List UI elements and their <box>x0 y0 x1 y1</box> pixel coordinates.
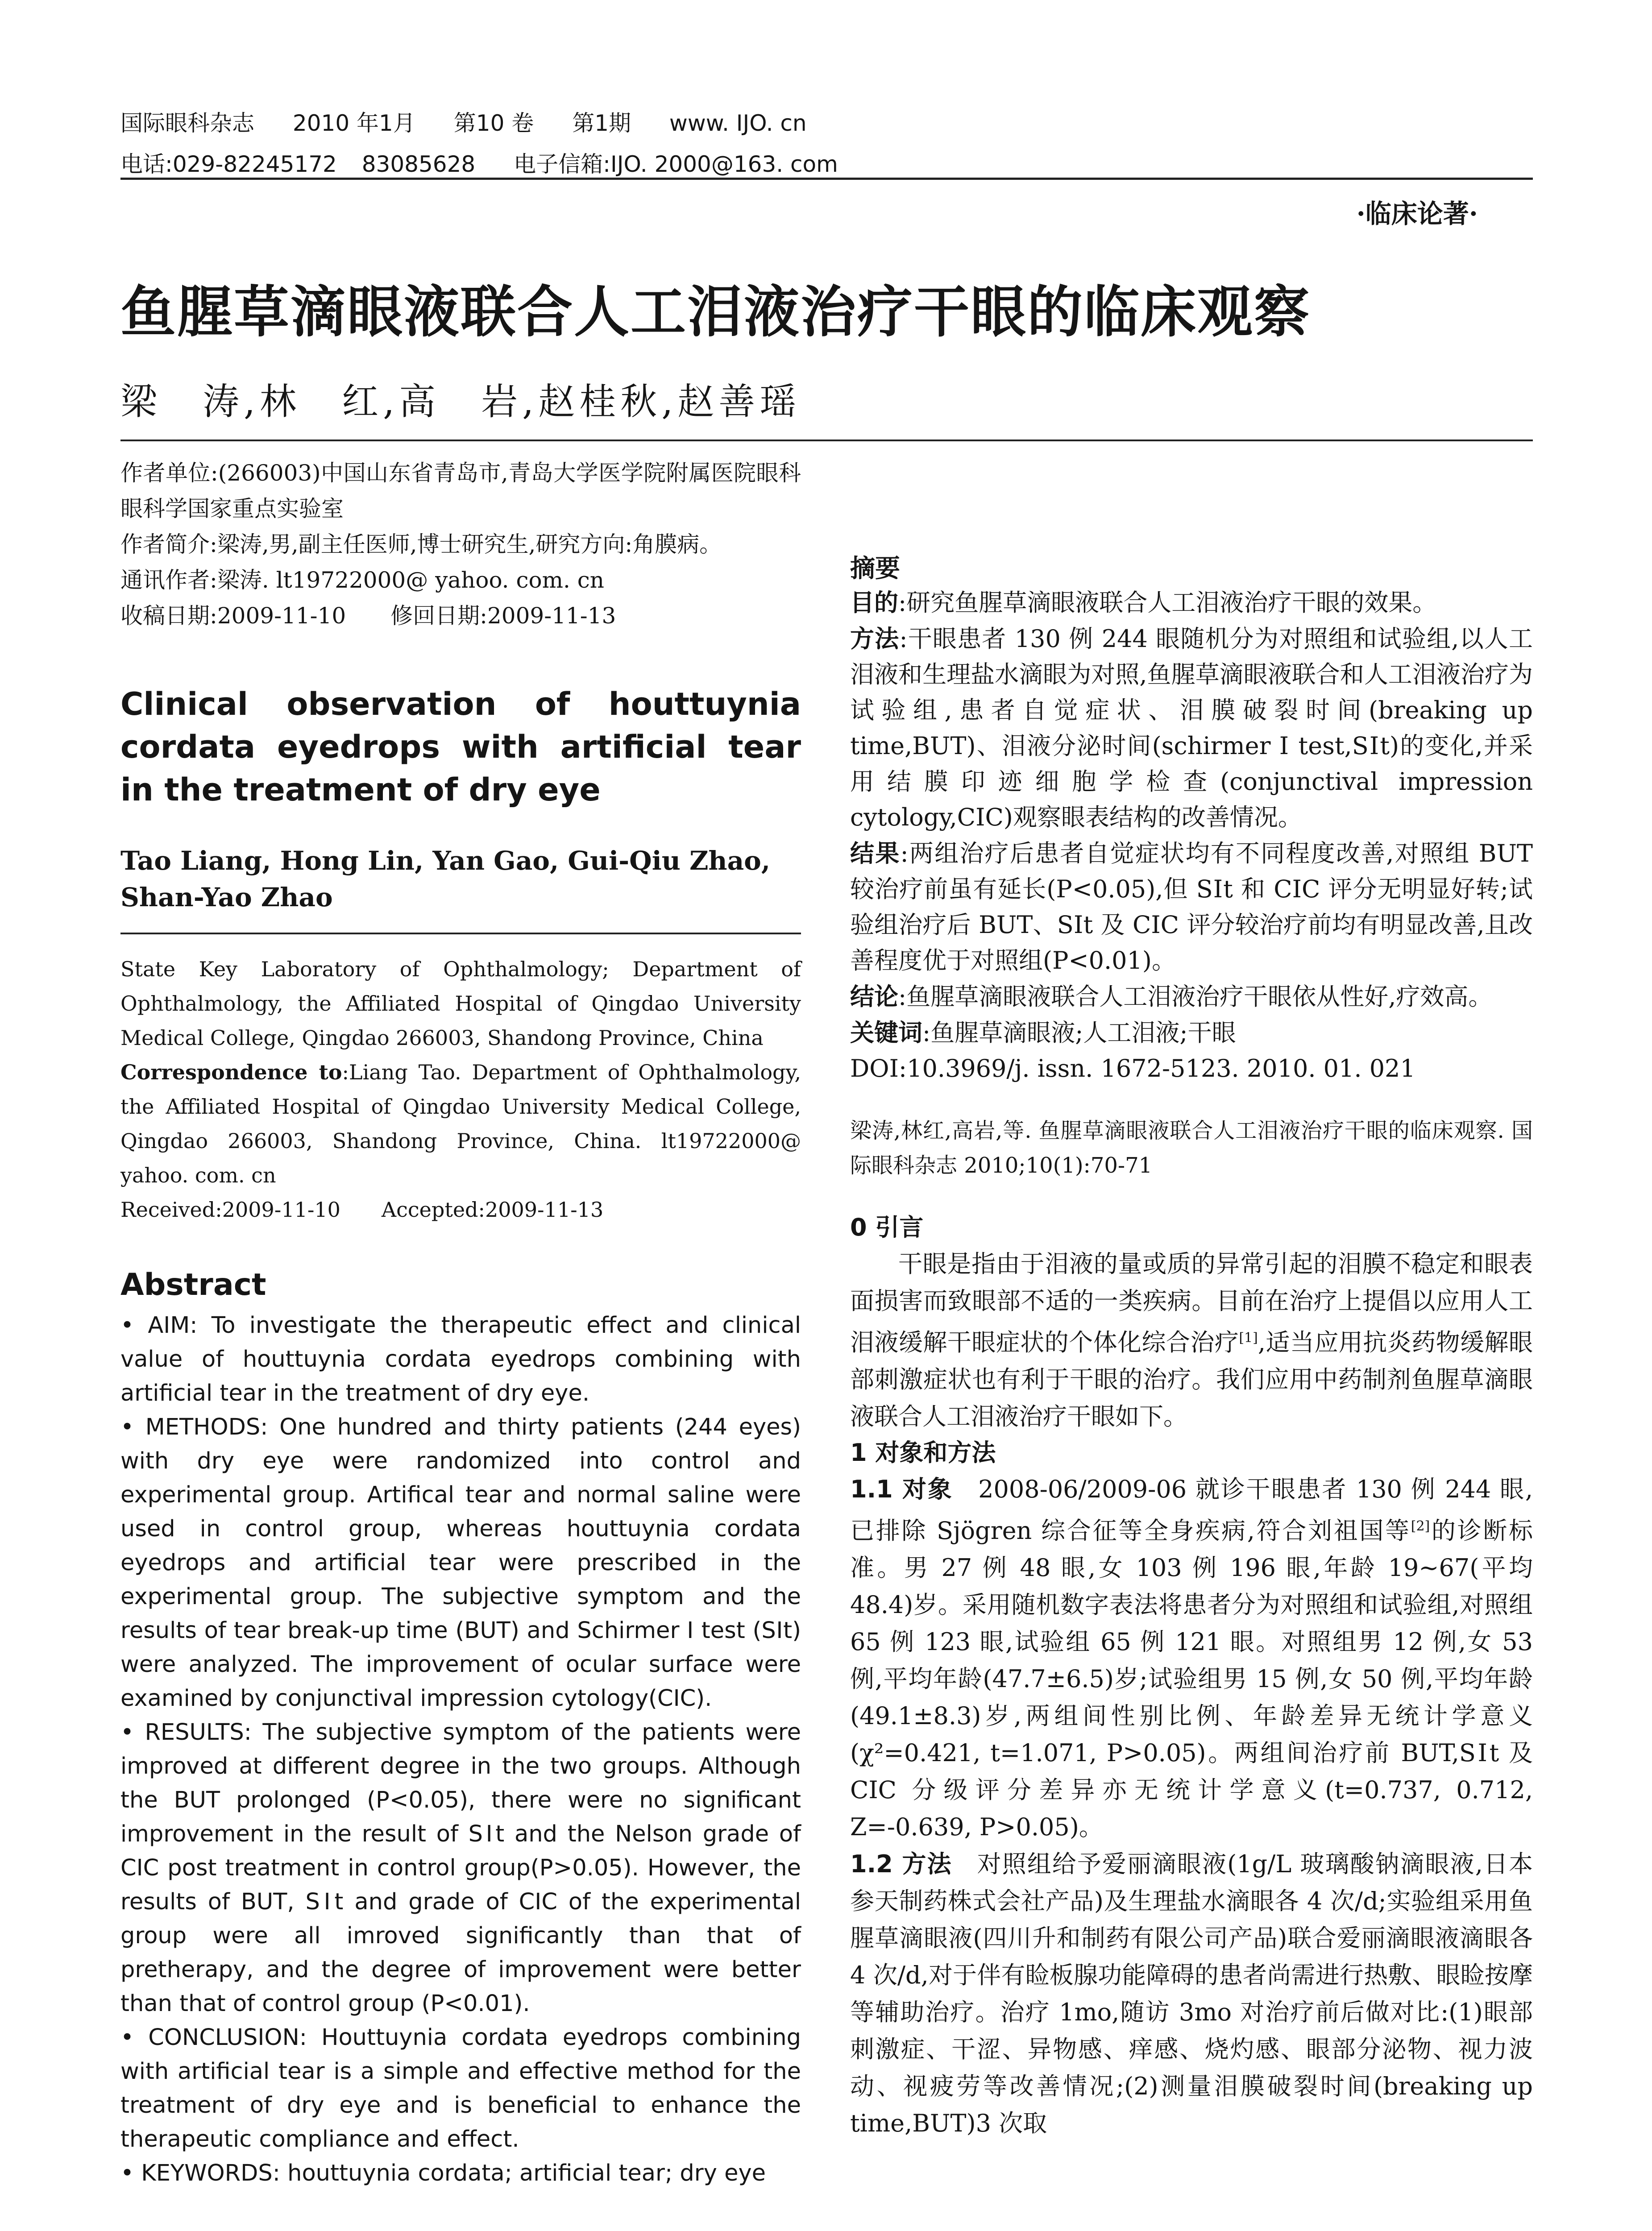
correspondence-cn: 通讯作者:梁涛. lt19722000@ yahoo. com. cn <box>120 567 604 593</box>
keywords-label-cn: 关键词 <box>850 1018 922 1047</box>
conclusion-text-cn: :鱼腥草滴眼液联合人工泪液治疗干眼依从性好,疗效高。 <box>898 983 1493 1011</box>
methods-subjects <box>850 1471 1533 1845</box>
subjects-label: 1.1 对象 <box>850 1475 953 1503</box>
received-dates-en: Received:2009-11-10 Accepted:2009-11-13 <box>120 1198 604 1222</box>
journal-name: 国际眼科杂志 <box>120 110 254 136</box>
journal-website[interactable]: www. IJO. cn <box>669 110 807 136</box>
results-text-cn: :两组治疗后患者自觉症状均有不同程度改善,对照组 BUT 较治疗前虽有延长(P<0.05),但 SⅠt 和 CIC 评分无明显好转;试验组治疗后 BUT、SⅠt 及 CIC 评分较治疗前均有明显改善,且改善程度优于对照组(P<0.01)。 <box>850 839 1533 975</box>
methods-text-cn: :干眼患者 130 例 244 眼随机分为对照组和试验组,以人工泪液和生理盐水滴眼为对照,鱼腥草滴眼液联合和人工泪液治疗为试验组,患者自觉症状、泪膜破裂时间(breaking up time,BUT)、泪液分泌时间(schirmer Ⅰ test,SⅠt)的变化,并采用结膜印迹细胞学检查(conjunctival impression cytology,CIC)观察眼表结构的改善情况。 <box>850 625 1533 831</box>
abstract-conclusion-cn <box>850 979 1533 1015</box>
abstract-aim-cn <box>850 585 1533 621</box>
left-column <box>120 455 801 2231</box>
right-column <box>850 455 1533 2142</box>
abstract-aim: • AIM: To investigate the therapeutic effect and clinical value of houttuynia cordata eyedrops combining with artificial tear in the treatment of dry eye. <box>120 1312 801 1406</box>
correspondence-en <box>120 1055 801 1193</box>
intro-text-b: ,适当应用抗炎药物缓解眼部刺激症状也有利于干眼的治疗。我们应用中药制剂鱼腥草滴眼液联合人工泪液治疗干眼如下。 <box>850 1328 1533 1431</box>
aim-label-cn: 目的 <box>850 588 898 617</box>
intro-text-a: 干眼是指由于泪液的量或质的异常引起的泪膜不稳定和眼表面损害而致眼部不适的一类疾病。目前在治疗上提倡以应用人工泪液缓解干眼症状的个体化综合治疗 <box>850 1250 1533 1356</box>
ref-2[interactable]: [2] <box>1411 1518 1430 1534</box>
results-label-cn: 结果 <box>850 839 901 867</box>
issue: 第1期 <box>572 110 631 136</box>
author-info-cn <box>120 455 801 634</box>
methods-label-cn: 方法 <box>850 624 900 653</box>
citation-cn: 梁涛,林红,高岩,等. 鱼腥草滴眼液联合人工泪液治疗干眼的临床观察. 国际眼科杂志 2010;10(1):70-71 <box>850 1118 1533 1178</box>
authors-en: Tao Liang, Hong Lin, Yan Gao, Gui-Qiu Zhao, Shan-Yao Zhao <box>120 846 771 912</box>
abstract-methods-cn <box>850 621 1533 835</box>
affiliation-text: State Key Laboratory of Ophthalmology; Department of Ophthalmology, the Affiliated Hospital of Qingdao University Medical College, Qingdao 266003, Shandong Province, China <box>120 957 801 1050</box>
section-tag: ·临床论著· <box>1356 199 1478 229</box>
abstract-keywords: • KEYWORDS: houttuynia cordata; artificial tear; dry eye <box>120 2160 766 2186</box>
subjects-text-a: 2008-06/2009-06 就诊干眼患者 130 例 244 眼,已排除 Sjögren 综合征等全身疾病,符合刘祖国等 <box>850 1475 1533 1545</box>
correspondence-text: :Liang Tao. Department of Ophthalmology, the Affiliated Hospital of Qingdao University Medical College, Qingdao 266003, Shandong Province, China. lt19722000@ yahoo. com. cn <box>120 1060 801 1187</box>
intro-heading: 0 引言 <box>850 1213 924 1241</box>
affiliation-en <box>120 952 801 1227</box>
intro-section <box>850 1210 1533 2142</box>
doi[interactable]: DOI:10.3969/j. issn. 1672-5123. 2010. 01. 021 <box>850 1054 1415 1082</box>
aim-text-cn: :研究鱼腥草滴眼液联合人工泪液治疗干眼的效果。 <box>898 589 1437 617</box>
procedure-text: 对照组给予爱丽滴眼液(1g/L 玻璃酸钠滴眼液,日本参天制药株式会社产品)及生理盐水滴眼各 4 次/d;实验组采用鱼腥草滴眼液(四川升和制药有限公司产品)联合爱丽滴眼液滴眼各 4 次/d,对于伴有睑板腺功能障碍的患者尚需进行热敷、眼睑按摩等辅助治疗。治疗 1mo,随访 3mo 对治疗前后做对比:(1)眼部刺激症、干涩、异物感、痒感、烧灼感、眼部分泌物、视力波动、视疲劳等改善情况;(2)测量泪膜破裂时间(breaking up time,BUT)3 次取 <box>850 1850 1533 2137</box>
subjects-text-b: 的诊断标准。男 27 例 48 眼,女 103 例 196 眼,年龄 19~67(平均 48.4)岁。采用随机数字表法将患者分为对照组和试验组,对照组 65 例 123 眼,试验组 65 例 121 眼。对照组男 12 例,女 53 例,平均年龄(47.7±6.5)岁;试验组男 15 例,女 50 例,平均年龄(49.1±8.3)岁,两组间性别比例、年龄差异无统计学意义(χ²=0.421, t=1.071, P>0.05)。两组间治疗前 BUT,SⅠt 及 CIC 分级评分差异亦无统计学意义(t=0.737, 0.712, Z=-0.639, P>0.05)。 <box>850 1517 1533 1841</box>
issue-date: 2010 年1月 <box>292 110 415 136</box>
procedure-label: 1.2 方法 <box>850 1850 952 1878</box>
authors-en-divider <box>120 933 801 934</box>
article-title-en: Clinical observation of houttuynia cordata eyedrops with artificial tear in the treatment of dry eye <box>120 686 801 808</box>
journal-header <box>120 103 1548 185</box>
abstract-keywords-cn <box>850 1015 1533 1051</box>
abstract-results-cn <box>850 835 1533 979</box>
abstract-body-cn <box>850 585 1533 1086</box>
ref-1[interactable]: [1] <box>1239 1330 1258 1346</box>
conclusion-label-cn: 结论 <box>850 982 898 1011</box>
phone-2: 83085628 <box>361 151 476 177</box>
email[interactable]: 电子信箱:IJO. 2000@163. com <box>514 151 838 177</box>
abstract-results: • RESULTS: The subjective symptom of the patients were improved at different degree in the two groups. Although the BUT prolonged (P<0.05), there were no significant improvement in the result of SⅠt and the Nelson grade of CIC post treatment in control group(P>0.05). However, the results of BUT, SⅠt and grade of CIC of the experimental group were all imroved significantly than that of pretherapy, and the degree of improvement were better than that of control group (P<0.01). <box>120 1719 801 2017</box>
author-bio-cn: 作者简介:梁涛,男,副主任医师,博士研究生,研究方向:角膜病。 <box>120 531 722 557</box>
keywords-text-cn: :鱼腥草滴眼液;人工泪液;干眼 <box>922 1019 1236 1047</box>
abstract-body-en <box>120 1309 801 2190</box>
header-divider <box>120 178 1533 180</box>
phone: 电话:029-82245172 <box>120 151 337 177</box>
authors-cn: 梁 涛,林 红,高 岩,赵桂秋,赵善瑶 <box>120 381 801 423</box>
methods-procedure <box>850 1845 1533 2142</box>
methods-heading: 1 对象和方法 <box>850 1439 996 1467</box>
received-dates-cn: 收稿日期:2009-11-10 修回日期:2009-11-13 <box>120 603 616 629</box>
journal-info-line <box>120 103 1548 144</box>
abstract-conclusion: • CONCLUSION: Houttuynia cordata eyedrops combining with artificial tear is a simple and effective method for the treatment of dry eye and is beneficial to enhance the therapeutic compliance and effect. <box>120 2024 801 2152</box>
volume: 第10 卷 <box>453 110 534 136</box>
abstract-heading-cn: 摘要 <box>850 554 900 583</box>
correspondence-label: Correspondence to <box>120 1060 342 1084</box>
authors-divider <box>120 440 1533 441</box>
author-affiliation-cn: 作者单位:(266003)中国山东省青岛市,青岛大学医学院附属医院眼科 眼科学国家重点实验室 <box>120 460 801 522</box>
article-title-cn: 鱼腥草滴眼液联合人工泪液治疗干眼的临床观察 <box>120 280 1311 344</box>
abstract-heading-en: Abstract <box>120 1267 266 1302</box>
intro-paragraph <box>850 1245 1533 1435</box>
abstract-methods: • METHODS: One hundred and thirty patients (244 eyes) with dry eye were randomized into control and experimental group. Artifical tear and normal saline were used in control group, whereas houttuynia cordata eyedrops and artificial tear were prescribed in the experimental group. The subjective symptom and the results of tear break-up time (BUT) and Schirmer Ⅰ test (SⅠt) were analyzed. The improvement of ocular surface were examined by conjunctival impression cytology(CIC). <box>120 1414 801 1712</box>
